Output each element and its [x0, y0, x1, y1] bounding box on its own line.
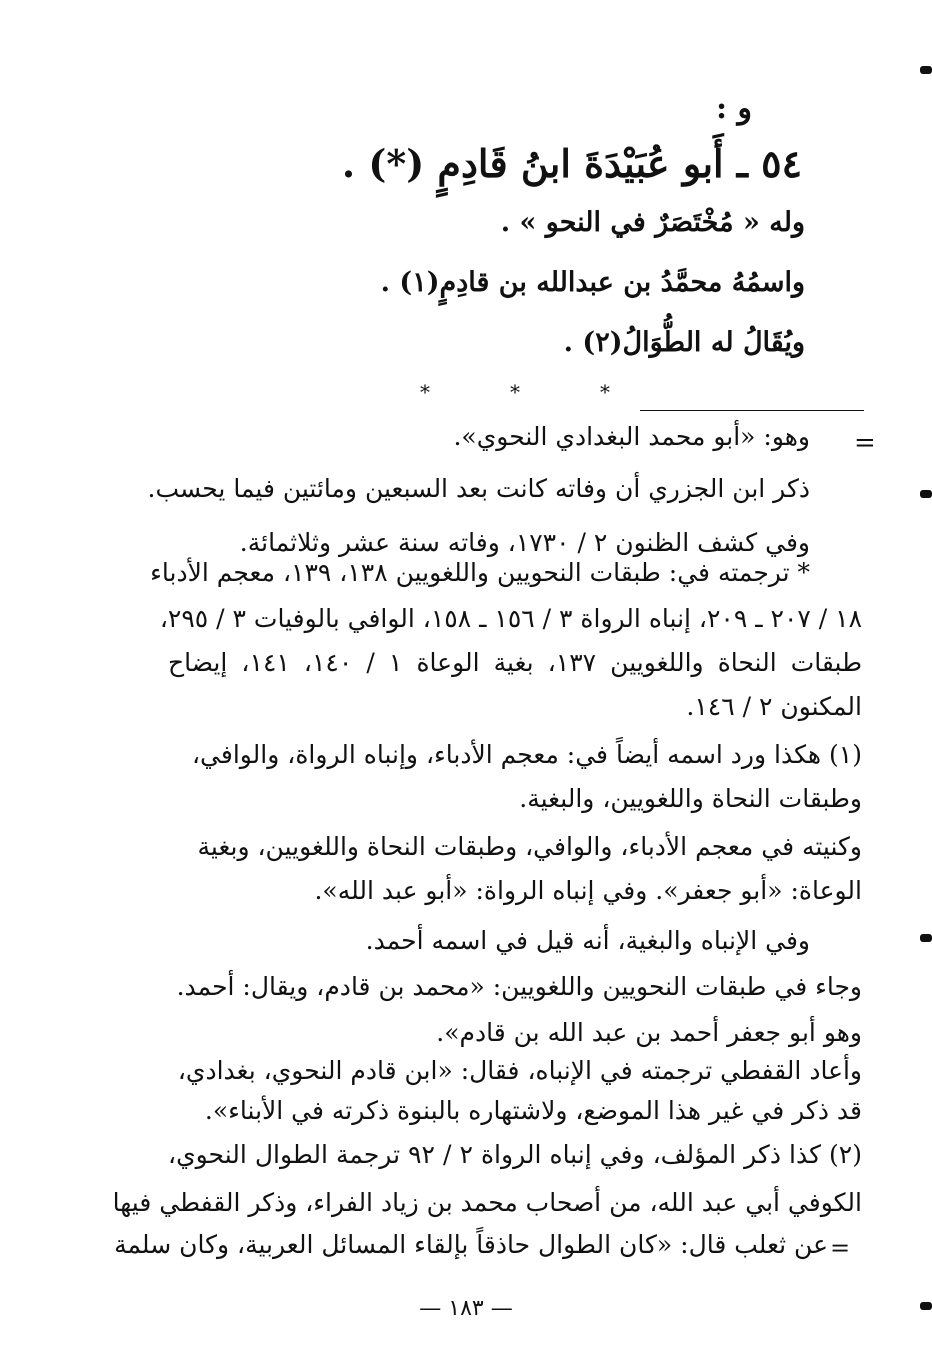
- margin-mark: [920, 934, 932, 942]
- continuation-mark: =: [854, 428, 876, 458]
- star-mark: *: [600, 380, 610, 404]
- footnote-line: وفي كشف الظنون ٢ / ١٧٣٠، وفاته سنة عشر وثلاثمائة.: [239, 528, 810, 557]
- star-mark: *: [420, 380, 430, 404]
- margin-mark: [920, 66, 932, 74]
- entry-line: ويُقَالُ له الطُّوَالُ(٢) .: [563, 327, 805, 358]
- footnote-line: ذكر ابن الجزري أن وفاته كانت بعد السبعين ومائتين فيما يحسب.: [147, 474, 810, 503]
- separator-stars: [420, 380, 610, 404]
- footnote-line: وطبقات النحاة واللغويين، والبغية.: [519, 784, 862, 813]
- footnote-rule: [640, 410, 864, 411]
- footnote-line: وهو: «أبو محمد البغدادي النحوي».: [453, 422, 810, 451]
- footnote-line: وكنيته في معجم الأدباء، والوافي، وطبقات النحاة واللغويين، وبغية: [197, 832, 862, 861]
- footnote-line: وأعاد القفطي ترجمته في الإنباه، فقال: «ابن قادم النحوي، بغدادي،: [177, 1056, 862, 1085]
- footnote-line: (٢) كذا ذكر المؤلف، وفي إنباه الرواة ٢ / ٩٢ ترجمة الطوال النحوي،: [168, 1140, 862, 1169]
- section-letter: و :: [715, 91, 752, 126]
- margin-mark: [920, 490, 932, 498]
- footnote-line: (١) هكذا ورد اسمه أيضاً في: معجم الأدباء، وإنباه الرواة، والوافي،: [191, 740, 862, 769]
- footnote-line: طبقات النحاة واللغويين ١٣٧، بغية الوعاة ١ / ١٤٠، ١٤١، إيضاح: [168, 648, 862, 677]
- footnote-line: المكنون ٢ / ١٤٦.: [686, 692, 862, 721]
- footnote-line: ١٨ / ٢٠٧ ـ ٢٠٩، إنباه الرواة ٣ / ١٥٦ ـ ١٥٨، الوافي بالوفيات ٣ / ٢٩٥،: [159, 604, 862, 633]
- footnote-line: وجاء في طبقات النحويين واللغويين: «محمد بن قادم، ويقال: أحمد.: [176, 972, 862, 1001]
- entry-line: وله « مُخْتَصَرٌ في النحو » .: [500, 207, 805, 238]
- footnote-line: الوعاة: «أبو جعفر». وفي إنباه الرواة: «أبو عبد الله».: [314, 876, 862, 905]
- margin-mark: [920, 1302, 932, 1310]
- footnote-line: وهو أبو جعفر أحمد بن عبد الله بن قادم».: [436, 1018, 862, 1047]
- entry-title: ٥٤ ـ أَبو عُبَيْدَةَ ابنُ قَادِمٍ (*) .: [341, 141, 802, 186]
- footnote-line: وفي الإنباه والبغية، أنه قيل في اسمه أحمد.: [365, 926, 810, 955]
- footnote-line: الكوفي أبي عبد الله، من أصحاب محمد بن زياد الفراء، وذكر القفطي فيها: [112, 1188, 862, 1217]
- footnote-line: * ترجمته في: طبقات النحويين واللغويين ١٣٨، ١٣٩، معجم الأدباء: [150, 558, 810, 587]
- footnote-line: عن ثعلب قال: «كان الطوال حاذقاً بإلقاء المسائل العربية، وكان سلمة: [114, 1230, 828, 1259]
- star-mark: *: [510, 380, 520, 404]
- continuation-end-mark: =: [830, 1234, 851, 1262]
- entry-line: واسمُهُ محمَّدُ بن عبدالله بن قادِمٍ(١) .: [380, 267, 805, 298]
- page-number: — ١٨٣ —: [419, 1296, 513, 1321]
- footnote-line: قد ذكر في غير هذا الموضع، ولاشتهاره بالبنوة ذكرته في الأبناء».: [204, 1096, 862, 1125]
